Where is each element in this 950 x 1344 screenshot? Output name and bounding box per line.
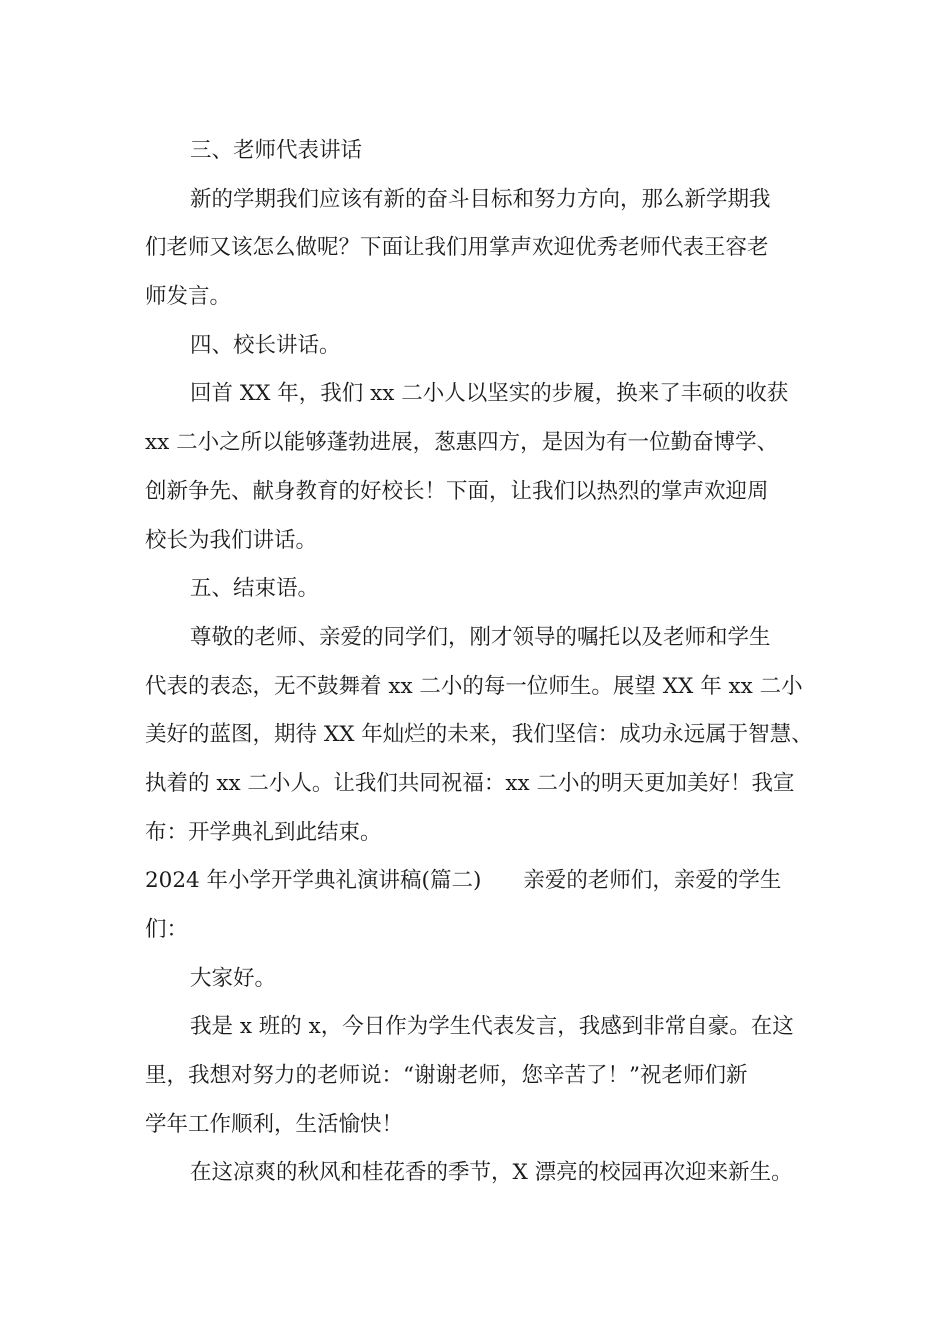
text-line: 师发言。 xyxy=(145,284,232,310)
text-line: 三、老师代表讲话 xyxy=(190,138,363,163)
text-line: 们老师又该怎么做呢？下面让我们用掌声欢迎优秀老师代表王容老 xyxy=(145,235,769,261)
paragraph-autumn xyxy=(145,1149,835,1198)
text-line: 回首 XX 年，我们 xx 二小人以坚实的步履，换来了丰硕的收获 xyxy=(190,381,789,407)
text-line: 四、校长讲话。 xyxy=(190,332,341,358)
paragraph-closing xyxy=(145,614,835,857)
text-line: 新的学期我们应该有新的奋斗目标和努力方向，那么新学期我 xyxy=(190,186,771,212)
paragraph-self-intro xyxy=(145,1003,835,1149)
section-title-part-two xyxy=(145,857,835,954)
paragraph-hello xyxy=(145,955,835,1004)
text-line: 尊敬的老师、亲爱的同学们，刚才领导的嘱托以及老师和学生 xyxy=(190,624,771,650)
section-heading-teacher-speech xyxy=(145,127,835,176)
text-line: 学年工作顺利，生活愉快！ xyxy=(145,1111,404,1137)
section-title-text: 2024 年小学开学典礼演讲稿(篇二) xyxy=(145,868,482,894)
text-line: 美好的蓝图，期待 XX 年灿烂的未来，我们坚信：成功永远属于智慧、 xyxy=(145,722,813,748)
text-line: 我是 x 班的 x，今日作为学生代表发言，我感到非常自豪。在这 xyxy=(190,1014,794,1040)
paragraph-teacher-intro xyxy=(145,176,835,322)
text-line: 们： xyxy=(145,917,189,942)
section-heading-closing xyxy=(145,565,835,614)
text-line: 代表的表态，无不鼓舞着 xx 二小的每一位师生。展望 XX 年 xx 二小 xyxy=(145,673,803,699)
greeting-text: 亲爱的老师们，亲爱的学生 xyxy=(523,868,782,894)
text-line: 创新争先、献身教育的好校长！下面，让我们以热烈的掌声欢迎周 xyxy=(145,478,769,504)
text-line: 执着的 xx 二小人。让我们共同祝福：xx 二小的明天更加美好！我宣 xyxy=(145,770,795,796)
document-page xyxy=(145,127,835,1198)
text-line: 校长为我们讲话。 xyxy=(145,527,318,553)
paragraph-principal-intro xyxy=(145,370,835,565)
text-line: 里，我想对努力的老师说：“谢谢老师，您辛苦了！”祝老师们新 xyxy=(145,1063,748,1089)
section-heading-principal-speech xyxy=(145,322,835,371)
text-line xyxy=(145,857,835,906)
text-line: 大家好。 xyxy=(190,965,277,991)
text-line: xx 二小之所以能够蓬勃进展，葱惠四方，是因为有一位勤奋博学、 xyxy=(145,430,779,456)
text-line: 在这凉爽的秋风和桂花香的季节，X 漂亮的校园再次迎来新生。 xyxy=(190,1160,793,1186)
text-line: 布：开学典礼到此结束。 xyxy=(145,819,382,845)
text-line: 五、结束语。 xyxy=(190,576,320,602)
